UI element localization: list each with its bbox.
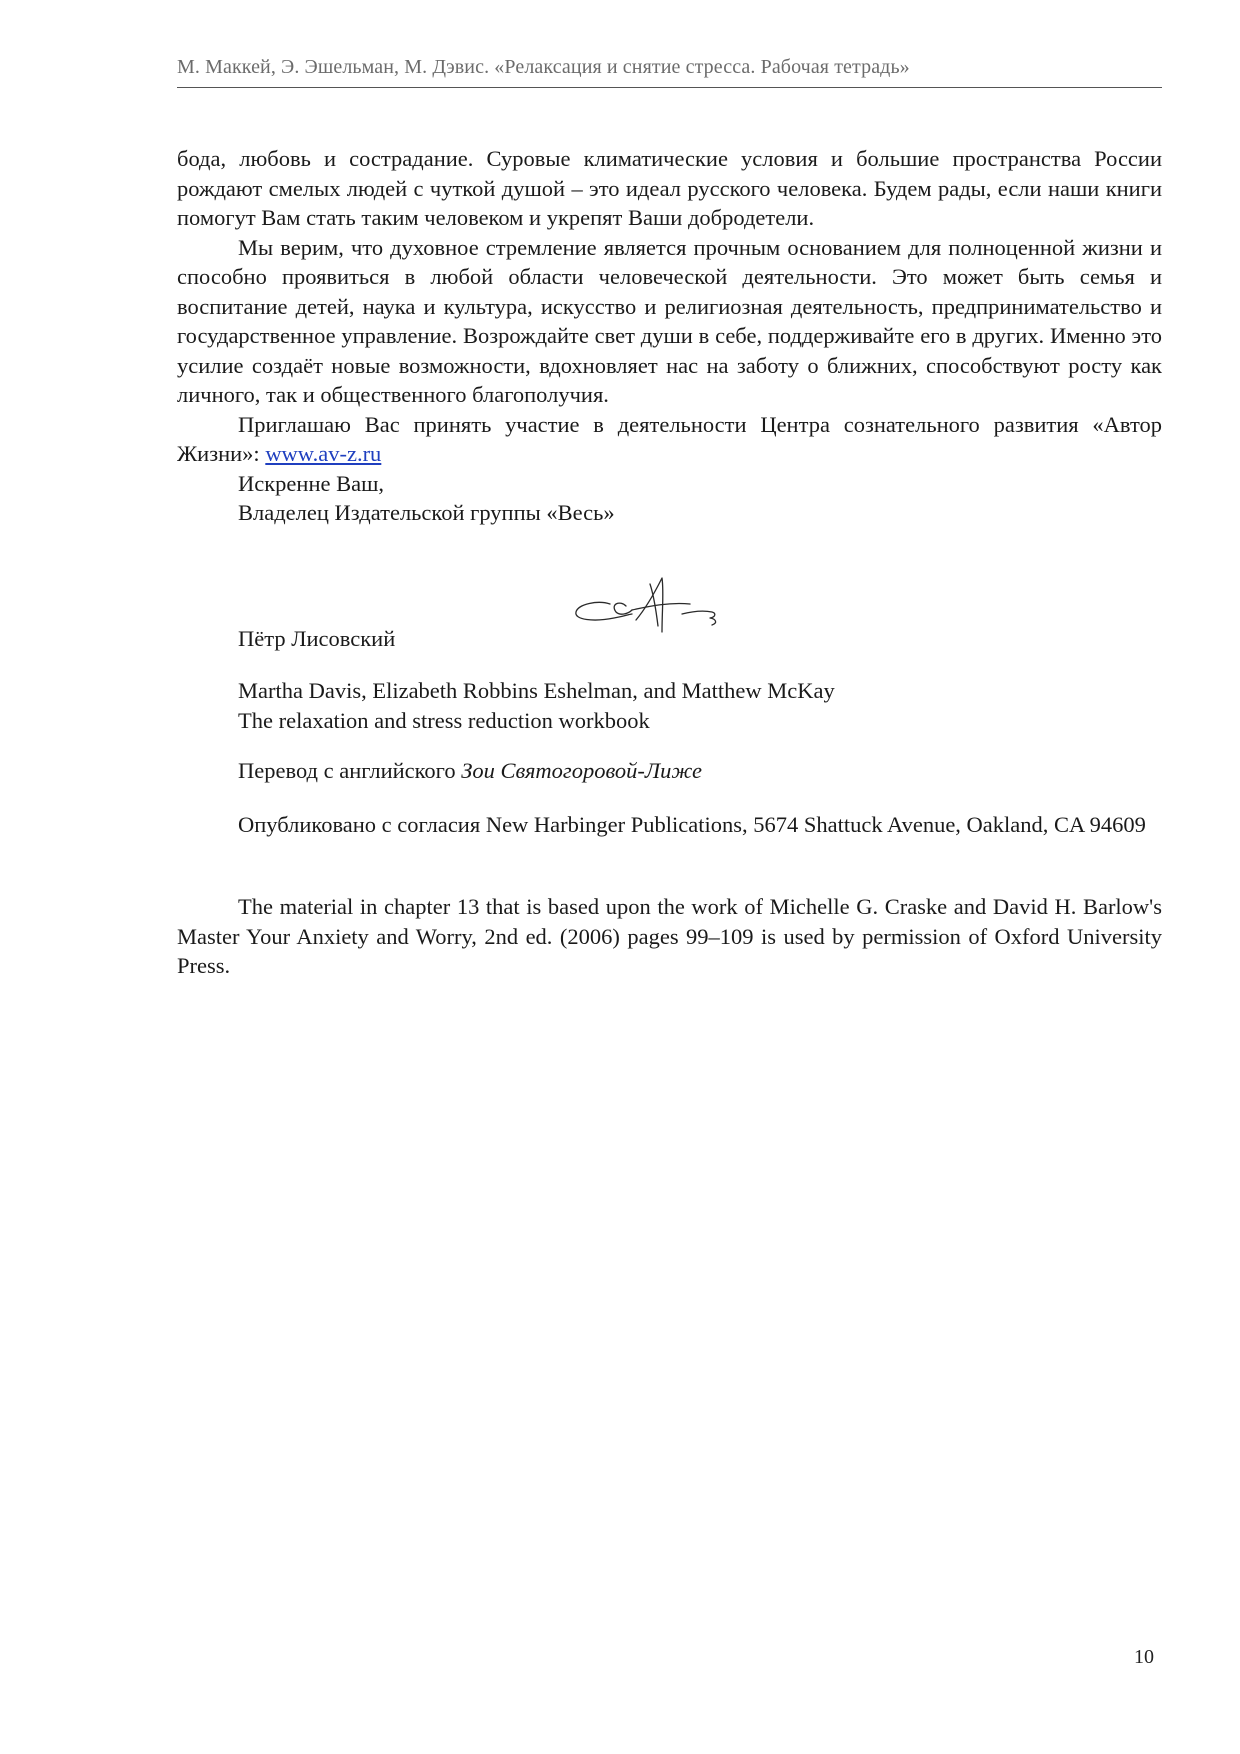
body-text — [177, 144, 1162, 528]
paragraph-continuation: бода, любовь и сострадание. Суровые климатические условия и большие пространства России рождают смелых людей с чуткой душой – это идеал русского человека. Будем рады, если наши книги помогут Вам стать таким человеком и укрепят Ваши добродетели. — [177, 146, 1162, 230]
translation-line — [177, 756, 1162, 786]
paragraph-invitation — [177, 410, 1162, 469]
original-authors: Martha Davis, Elizabeth Robbins Eshelman, and Matthew McKay — [238, 678, 835, 703]
permission-note: The material in chapter 13 that is based upon the work of Michelle G. Craske and David H. Barlow's Master Your Anxiety and Worry, 2nd ed. (2006) pages 99–109 is used by permission of Oxford University Press. — [177, 894, 1162, 978]
paragraph-spiritual-aspiration: Мы верим, что духовное стремление является прочным основанием для полноценной жизни и способно проявиться в любой области человеческой деятельности. Это может быть семья и воспитание детей, наука и культура, искусство и религиозная деятельность, предпринимательство и государственное управление. Возрождайте свет души в себе, поддерживайте его в других. Именно это усилие создаёт новые возможности, вдохновляет нас на заботу о ближних, способствуют росту как личного, так и общественного благополучия. — [177, 234, 1162, 407]
header-rule — [177, 87, 1162, 88]
permission-block — [177, 892, 1162, 981]
translation-prefix: Перевод с английского — [238, 758, 462, 783]
invitation-text: Приглашаю Вас принять участие в деятельности Центра сознательного развития «Автор Жизни»: — [177, 411, 1162, 466]
website-link[interactable]: www.av-z.ru — [265, 441, 382, 466]
translation-credit — [177, 756, 1162, 786]
publisher-block — [177, 810, 1162, 840]
original-title: The relaxation and stress reduction workbook — [238, 707, 650, 733]
closing-line: Искренне Ваш, — [238, 470, 385, 496]
signer-title: Владелец Издательской группы «Весь» — [238, 500, 615, 525]
publisher-note: Опубликовано с согласия New Harbinger Publications, 5674 Shattuck Avenue, Oakland, CA 94609 — [238, 812, 1146, 837]
running-header: М. Маккей, Э. Эшельман, М. Дэвис. «Релаксация и снятие стресса. Рабочая тетрадь» — [177, 56, 910, 78]
page-number: 10 — [1134, 1646, 1154, 1668]
signer-name: Пётр Лисовский — [238, 626, 396, 651]
original-credits — [177, 676, 1162, 735]
translator-name: Зои Святогоровой-Лиже — [461, 758, 703, 783]
signer-name-block — [177, 624, 1162, 654]
